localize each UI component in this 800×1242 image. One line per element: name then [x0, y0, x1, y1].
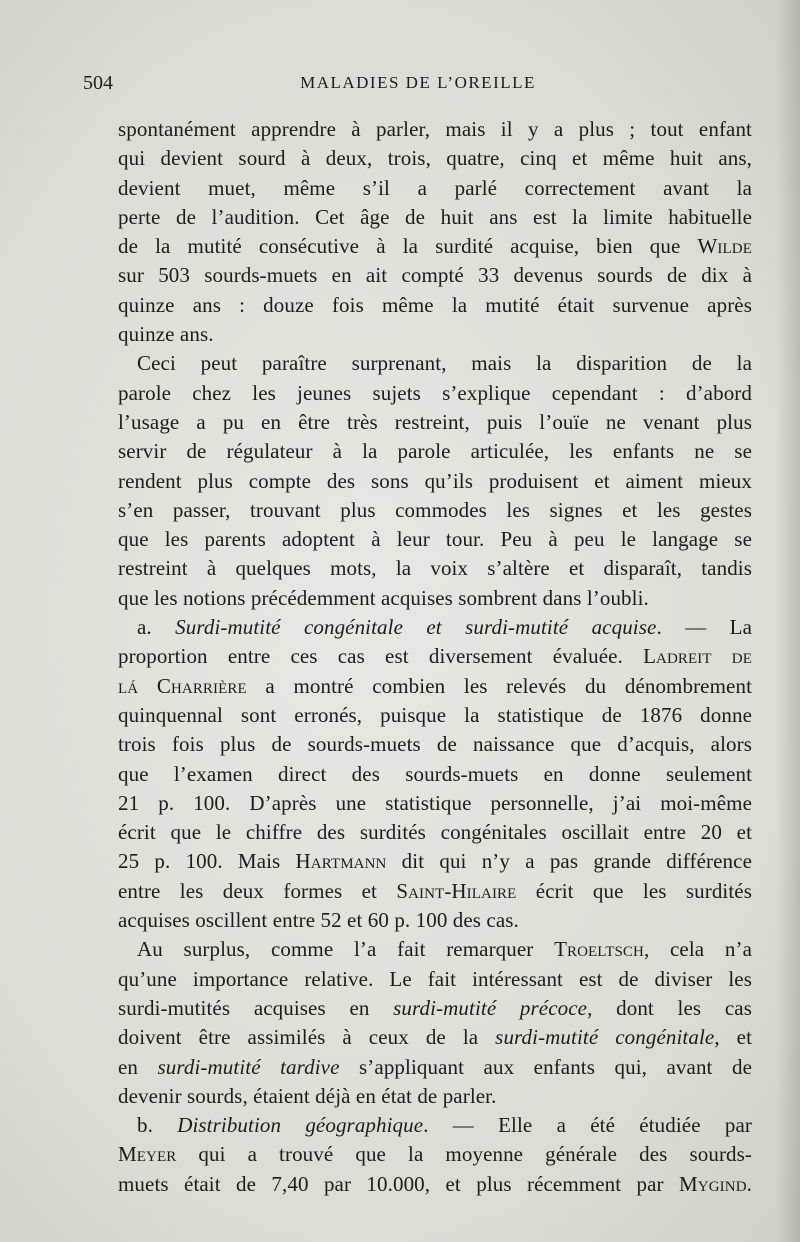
text-line: que l’examen direct des sourds-muets en donne seulement	[118, 761, 752, 786]
text-line: parole chez les jeunes sujets s’explique cependant : d’abord	[118, 380, 752, 405]
text-line: 21 p. 100. D’après une statistique personnelle, j’ai moi-même	[118, 790, 752, 815]
text-line: devenir sourds, étaient déjà en état de parler.	[118, 1083, 497, 1108]
text-line: restreint à quelques mots, la voix s’altère et disparaît, tandis	[118, 556, 752, 581]
text-line: quinze ans : douze fois même la mutité était survenue après	[118, 292, 752, 317]
text-line: qui devient sourd à deux, trois, quatre, cinq et même huit ans,	[118, 146, 752, 171]
text-line: quinquennal sont erronés, puisque la statistique de 1876 donne	[118, 702, 752, 727]
text-line: proportion entre ces cas est diversement évaluée. Ladreit de	[118, 644, 752, 669]
text-line: Au surplus, comme l’a fait remarquer Troeltsch, cela n’a	[137, 937, 752, 962]
author-name: lá Charrière	[118, 673, 247, 698]
author-name: Wilde	[697, 234, 752, 259]
text-line: en surdi-mutité tardive s’appliquant aux enfants qui, avant de	[118, 1054, 752, 1079]
text-line: devient muet, même s’il a parlé correctement avant la	[118, 175, 752, 200]
text-line: écrit que le chiffre des surdités congénitales oscillait entre 20 et	[118, 820, 752, 845]
text-line: trois fois plus de sourds-muets de naissance que d’acquis, alors	[118, 732, 752, 757]
text-line: entre les deux formes et Saint-Hilaire écrit que les surdités	[118, 878, 752, 903]
body-text	[118, 115, 752, 1199]
author-name: Mygind	[679, 1171, 747, 1196]
text-line: Meyer qui a trouvé que la moyenne générale des sourds-	[118, 1142, 752, 1167]
text-line: spontanément apprendre à parler, mais il y a plus ; tout enfant	[118, 117, 752, 141]
author-name: Meyer	[118, 1142, 177, 1167]
text-line: que les notions précédemment acquises sombrent dans l’oubli.	[118, 585, 649, 610]
text-line: acquises oscillent entre 52 et 60 p. 100 des cas.	[118, 908, 519, 933]
page-number: 504	[83, 72, 113, 94]
author-name: Ladreit de	[643, 644, 752, 669]
text-line: surdi-mutités acquises en surdi-mutité précoce, dont les cas	[118, 995, 752, 1020]
text-line: 25 p. 100. Mais Hartmann dit qui n’y a pas grande différence	[118, 849, 752, 874]
section-heading-a: a. Surdi-mutité congénitale et surdi-mutité acquise. — La	[137, 615, 752, 640]
section-heading-b: b. Distribution géographique. — Elle a été étudiée par	[137, 1113, 752, 1138]
author-name: Hartmann	[295, 849, 387, 874]
author-name: Troeltsch	[554, 937, 644, 962]
text-line: Ceci peut paraître surprenant, mais la disparition de la	[137, 351, 752, 376]
running-title: MALADIES DE L’OREILLE	[300, 73, 536, 92]
text-line: quinze ans.	[118, 322, 214, 347]
text-line: de la mutité consécutive à la surdité acquise, bien que Wilde	[118, 234, 752, 259]
text-line: s’en passer, trouvant plus commodes les signes et les gestes	[118, 497, 752, 522]
author-name: Saint-Hilaire	[396, 878, 517, 903]
page-edge-shadow	[776, 0, 800, 1242]
text-line: servir de régulateur à la parole articulée, les enfants ne se	[118, 439, 752, 464]
text-line: rendent plus compte des sons qu’ils produisent et aiment mieux	[118, 468, 752, 493]
page-header	[83, 72, 753, 96]
text-line: qu’une importance relative. Le fait intéressant est de diviser les	[118, 966, 752, 991]
text-line: perte de l’audition. Cet âge de huit ans est la limite habituelle	[118, 204, 752, 229]
text-line: lá Charrière a montré combien les relevés du dénombrement	[118, 673, 752, 698]
text-line: que les parents adoptent à leur tour. Peu à peu le langage se	[118, 527, 752, 552]
text-line: l’usage a pu en être très restreint, puis l’ouïe ne venant plus	[118, 409, 752, 434]
text-line: doivent être assimilés à ceux de la surdi-mutité congénitale, et	[118, 1025, 752, 1050]
text-line: muets était de 7,40 par 10.000, et plus récemment par Mygind.	[118, 1171, 752, 1196]
text-line: sur 503 sourds-muets en ait compté 33 devenus sourds de dix à	[118, 263, 752, 288]
